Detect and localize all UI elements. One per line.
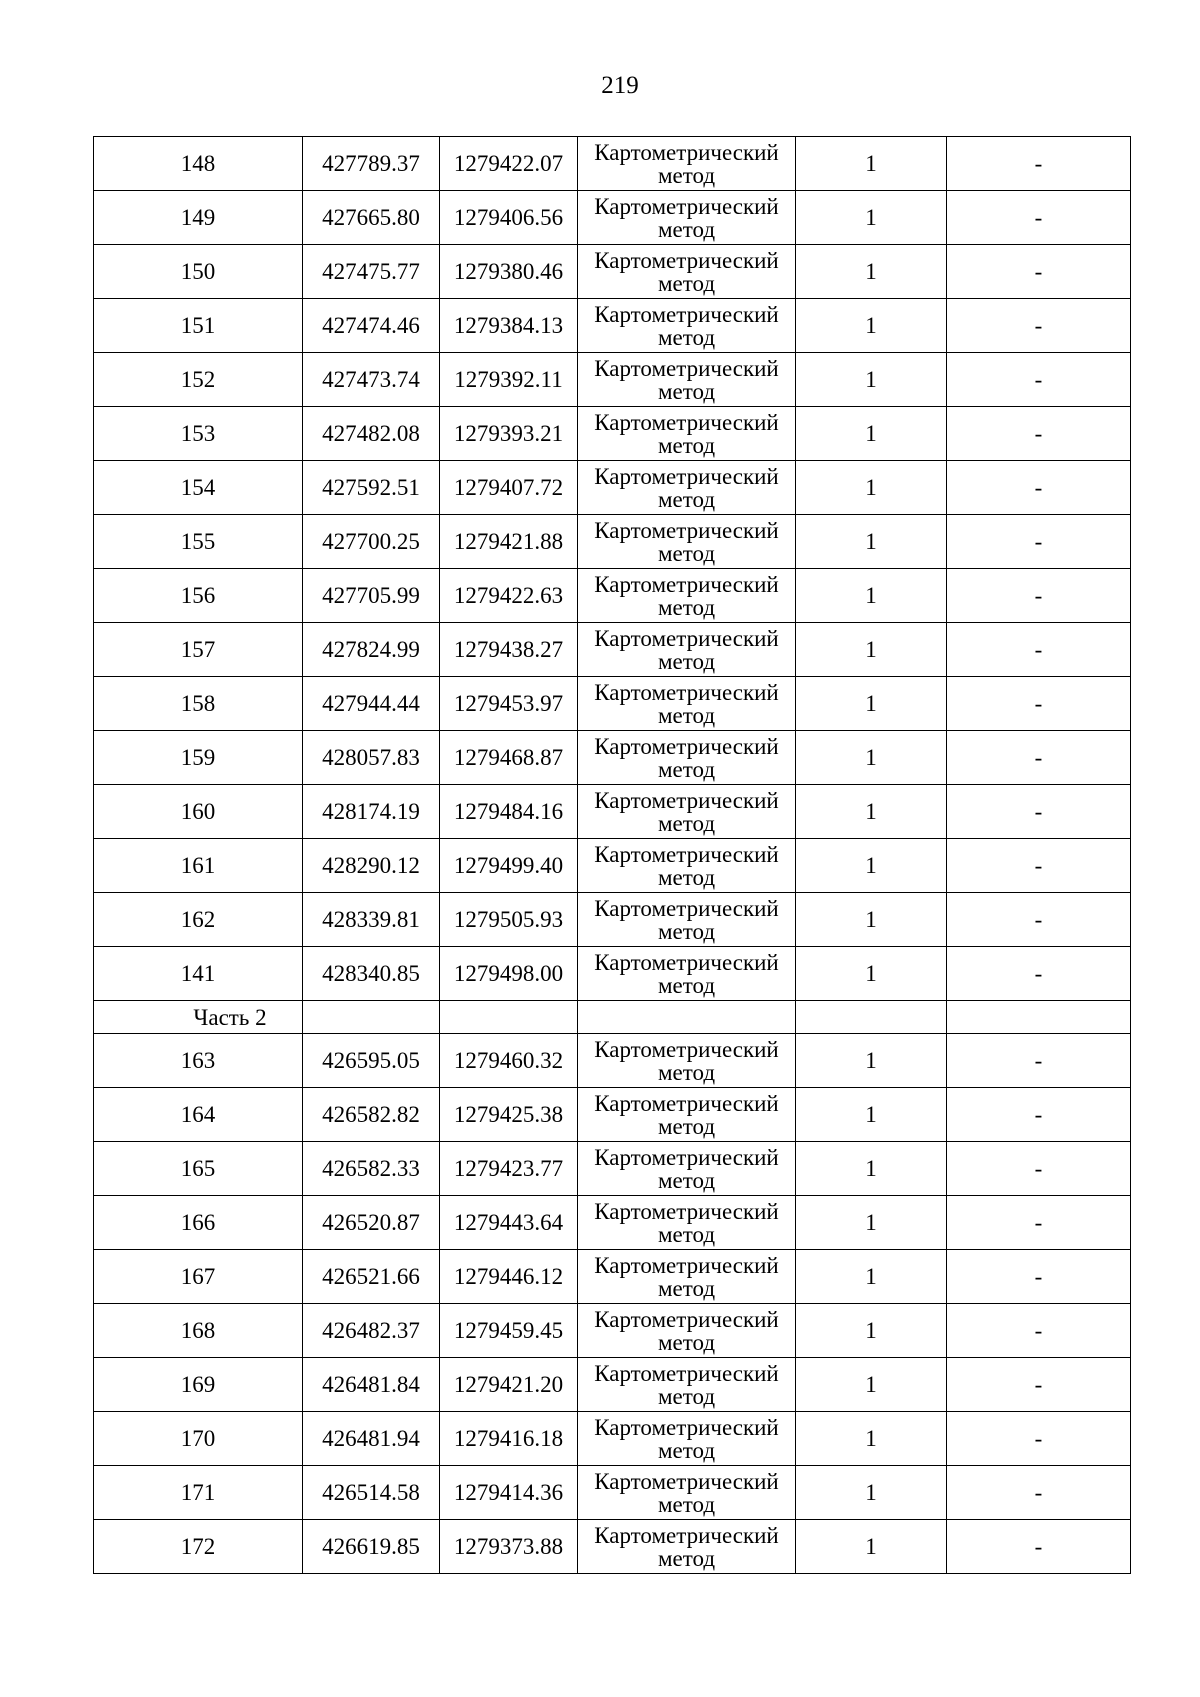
accuracy-cell: 1 bbox=[796, 1088, 947, 1142]
method-cell: Картометрический метод bbox=[578, 1520, 796, 1574]
point-number-cell: 168 bbox=[94, 1304, 303, 1358]
point-number-cell: 154 bbox=[94, 461, 303, 515]
point-number-cell: 159 bbox=[94, 731, 303, 785]
empty-cell bbox=[578, 1001, 796, 1034]
empty-cell bbox=[796, 1001, 947, 1034]
method-cell: Картометрический метод bbox=[578, 1466, 796, 1520]
table-row bbox=[94, 1412, 1131, 1466]
point-number-cell: 160 bbox=[94, 785, 303, 839]
table-row bbox=[94, 623, 1131, 677]
x-coordinate-cell: 426481.84 bbox=[303, 1358, 440, 1412]
x-coordinate-cell: 427474.46 bbox=[303, 299, 440, 353]
point-number-cell: 165 bbox=[94, 1142, 303, 1196]
method-cell: Картометрический метод bbox=[578, 515, 796, 569]
method-cell: Картометрический метод bbox=[578, 1412, 796, 1466]
point-number-cell: 170 bbox=[94, 1412, 303, 1466]
description-cell: - bbox=[947, 515, 1131, 569]
x-coordinate-cell: 426482.37 bbox=[303, 1304, 440, 1358]
accuracy-cell: 1 bbox=[796, 893, 947, 947]
description-cell: - bbox=[947, 1304, 1131, 1358]
section-label: Часть 2 bbox=[94, 1001, 303, 1034]
method-cell: Картометрический метод bbox=[578, 1196, 796, 1250]
method-cell: Картометрический метод bbox=[578, 1250, 796, 1304]
y-coordinate-cell: 1279380.46 bbox=[440, 245, 578, 299]
table-row bbox=[94, 1196, 1131, 1250]
accuracy-cell: 1 bbox=[796, 137, 947, 191]
x-coordinate-cell: 426520.87 bbox=[303, 1196, 440, 1250]
description-cell: - bbox=[947, 1034, 1131, 1088]
x-coordinate-cell: 428339.81 bbox=[303, 893, 440, 947]
accuracy-cell: 1 bbox=[796, 1466, 947, 1520]
y-coordinate-cell: 1279443.64 bbox=[440, 1196, 578, 1250]
y-coordinate-cell: 1279505.93 bbox=[440, 893, 578, 947]
method-cell: Картометрический метод bbox=[578, 1034, 796, 1088]
y-coordinate-cell: 1279373.88 bbox=[440, 1520, 578, 1574]
point-number-cell: 172 bbox=[94, 1520, 303, 1574]
point-number-cell: 161 bbox=[94, 839, 303, 893]
x-coordinate-cell: 427705.99 bbox=[303, 569, 440, 623]
y-coordinate-cell: 1279416.18 bbox=[440, 1412, 578, 1466]
y-coordinate-cell: 1279406.56 bbox=[440, 191, 578, 245]
table-row bbox=[94, 1034, 1131, 1088]
accuracy-cell: 1 bbox=[796, 623, 947, 677]
page-number: 219 bbox=[601, 72, 639, 99]
point-number-cell: 152 bbox=[94, 353, 303, 407]
y-coordinate-cell: 1279425.38 bbox=[440, 1088, 578, 1142]
accuracy-cell: 1 bbox=[796, 785, 947, 839]
section-row bbox=[94, 1001, 1131, 1034]
description-cell: - bbox=[947, 299, 1131, 353]
x-coordinate-cell: 427473.74 bbox=[303, 353, 440, 407]
y-coordinate-cell: 1279422.63 bbox=[440, 569, 578, 623]
x-coordinate-cell: 426595.05 bbox=[303, 1034, 440, 1088]
x-coordinate-cell: 426582.33 bbox=[303, 1142, 440, 1196]
description-cell: - bbox=[947, 677, 1131, 731]
accuracy-cell: 1 bbox=[796, 515, 947, 569]
point-number-cell: 153 bbox=[94, 407, 303, 461]
description-cell: - bbox=[947, 1250, 1131, 1304]
table-row bbox=[94, 947, 1131, 1001]
y-coordinate-cell: 1279438.27 bbox=[440, 623, 578, 677]
x-coordinate-cell: 427482.08 bbox=[303, 407, 440, 461]
description-cell: - bbox=[947, 1142, 1131, 1196]
table-row bbox=[94, 1520, 1131, 1574]
table-row bbox=[94, 785, 1131, 839]
accuracy-cell: 1 bbox=[796, 1304, 947, 1358]
point-number-cell: 151 bbox=[94, 299, 303, 353]
table-row bbox=[94, 893, 1131, 947]
x-coordinate-cell: 426514.58 bbox=[303, 1466, 440, 1520]
accuracy-cell: 1 bbox=[796, 191, 947, 245]
accuracy-cell: 1 bbox=[796, 1358, 947, 1412]
y-coordinate-cell: 1279393.21 bbox=[440, 407, 578, 461]
y-coordinate-cell: 1279407.72 bbox=[440, 461, 578, 515]
accuracy-cell: 1 bbox=[796, 461, 947, 515]
x-coordinate-cell: 427944.44 bbox=[303, 677, 440, 731]
accuracy-cell: 1 bbox=[796, 1196, 947, 1250]
table-row bbox=[94, 1358, 1131, 1412]
x-coordinate-cell: 427789.37 bbox=[303, 137, 440, 191]
y-coordinate-cell: 1279453.97 bbox=[440, 677, 578, 731]
point-number-cell: 158 bbox=[94, 677, 303, 731]
table-row bbox=[94, 137, 1131, 191]
point-number-cell: 150 bbox=[94, 245, 303, 299]
description-cell: - bbox=[947, 245, 1131, 299]
point-number-cell: 171 bbox=[94, 1466, 303, 1520]
method-cell: Картометрический метод bbox=[578, 353, 796, 407]
table-body bbox=[94, 137, 1131, 1574]
y-coordinate-cell: 1279421.20 bbox=[440, 1358, 578, 1412]
x-coordinate-cell: 428340.85 bbox=[303, 947, 440, 1001]
x-coordinate-cell: 426521.66 bbox=[303, 1250, 440, 1304]
empty-cell bbox=[947, 1001, 1131, 1034]
y-coordinate-cell: 1279422.07 bbox=[440, 137, 578, 191]
accuracy-cell: 1 bbox=[796, 569, 947, 623]
method-cell: Картометрический метод bbox=[578, 785, 796, 839]
table-row bbox=[94, 191, 1131, 245]
y-coordinate-cell: 1279459.45 bbox=[440, 1304, 578, 1358]
description-cell: - bbox=[947, 461, 1131, 515]
y-coordinate-cell: 1279499.40 bbox=[440, 839, 578, 893]
y-coordinate-cell: 1279460.32 bbox=[440, 1034, 578, 1088]
table-row bbox=[94, 461, 1131, 515]
table-row bbox=[94, 299, 1131, 353]
accuracy-cell: 1 bbox=[796, 299, 947, 353]
method-cell: Картометрический метод bbox=[578, 191, 796, 245]
x-coordinate-cell: 427700.25 bbox=[303, 515, 440, 569]
method-cell: Картометрический метод bbox=[578, 731, 796, 785]
description-cell: - bbox=[947, 893, 1131, 947]
method-cell: Картометрический метод bbox=[578, 407, 796, 461]
point-number-cell: 162 bbox=[94, 893, 303, 947]
description-cell: - bbox=[947, 353, 1131, 407]
x-coordinate-cell: 427665.80 bbox=[303, 191, 440, 245]
x-coordinate-cell: 428290.12 bbox=[303, 839, 440, 893]
description-cell: - bbox=[947, 623, 1131, 677]
table-row bbox=[94, 245, 1131, 299]
method-cell: Картометрический метод bbox=[578, 839, 796, 893]
table-row bbox=[94, 1142, 1131, 1196]
point-number-cell: 148 bbox=[94, 137, 303, 191]
point-number-cell: 141 bbox=[94, 947, 303, 1001]
description-cell: - bbox=[947, 839, 1131, 893]
method-cell: Картометрический метод bbox=[578, 677, 796, 731]
description-cell: - bbox=[947, 1196, 1131, 1250]
x-coordinate-cell: 427475.77 bbox=[303, 245, 440, 299]
table-row bbox=[94, 1466, 1131, 1520]
y-coordinate-cell: 1279423.77 bbox=[440, 1142, 578, 1196]
point-number-cell: 167 bbox=[94, 1250, 303, 1304]
point-number-cell: 164 bbox=[94, 1088, 303, 1142]
description-cell: - bbox=[947, 1088, 1131, 1142]
x-coordinate-cell: 427824.99 bbox=[303, 623, 440, 677]
accuracy-cell: 1 bbox=[796, 245, 947, 299]
table-row bbox=[94, 353, 1131, 407]
accuracy-cell: 1 bbox=[796, 1250, 947, 1304]
description-cell: - bbox=[947, 1412, 1131, 1466]
empty-cell bbox=[303, 1001, 440, 1034]
accuracy-cell: 1 bbox=[796, 839, 947, 893]
point-number-cell: 169 bbox=[94, 1358, 303, 1412]
point-number-cell: 155 bbox=[94, 515, 303, 569]
point-number-cell: 156 bbox=[94, 569, 303, 623]
description-cell: - bbox=[947, 1466, 1131, 1520]
accuracy-cell: 1 bbox=[796, 1412, 947, 1466]
y-coordinate-cell: 1279414.36 bbox=[440, 1466, 578, 1520]
x-coordinate-cell: 428174.19 bbox=[303, 785, 440, 839]
y-coordinate-cell: 1279392.11 bbox=[440, 353, 578, 407]
point-number-cell: 163 bbox=[94, 1034, 303, 1088]
x-coordinate-cell: 428057.83 bbox=[303, 731, 440, 785]
y-coordinate-cell: 1279446.12 bbox=[440, 1250, 578, 1304]
empty-cell bbox=[440, 1001, 578, 1034]
table-row bbox=[94, 731, 1131, 785]
description-cell: - bbox=[947, 137, 1131, 191]
y-coordinate-cell: 1279468.87 bbox=[440, 731, 578, 785]
accuracy-cell: 1 bbox=[796, 1034, 947, 1088]
method-cell: Картометрический метод bbox=[578, 1358, 796, 1412]
coordinates-table bbox=[93, 136, 1131, 1574]
point-number-cell: 157 bbox=[94, 623, 303, 677]
table-row bbox=[94, 407, 1131, 461]
table-row bbox=[94, 839, 1131, 893]
method-cell: Картометрический метод bbox=[578, 137, 796, 191]
description-cell: - bbox=[947, 1520, 1131, 1574]
x-coordinate-cell: 427592.51 bbox=[303, 461, 440, 515]
method-cell: Картометрический метод bbox=[578, 947, 796, 1001]
y-coordinate-cell: 1279421.88 bbox=[440, 515, 578, 569]
description-cell: - bbox=[947, 407, 1131, 461]
description-cell: - bbox=[947, 1358, 1131, 1412]
description-cell: - bbox=[947, 569, 1131, 623]
accuracy-cell: 1 bbox=[796, 407, 947, 461]
method-cell: Картометрический метод bbox=[578, 245, 796, 299]
method-cell: Картометрический метод bbox=[578, 569, 796, 623]
table-row bbox=[94, 677, 1131, 731]
accuracy-cell: 1 bbox=[796, 1142, 947, 1196]
method-cell: Картометрический метод bbox=[578, 461, 796, 515]
point-number-cell: 166 bbox=[94, 1196, 303, 1250]
method-cell: Картометрический метод bbox=[578, 623, 796, 677]
y-coordinate-cell: 1279484.16 bbox=[440, 785, 578, 839]
table-row bbox=[94, 515, 1131, 569]
y-coordinate-cell: 1279498.00 bbox=[440, 947, 578, 1001]
description-cell: - bbox=[947, 947, 1131, 1001]
x-coordinate-cell: 426619.85 bbox=[303, 1520, 440, 1574]
table-row bbox=[94, 1088, 1131, 1142]
method-cell: Картометрический метод bbox=[578, 1088, 796, 1142]
x-coordinate-cell: 426481.94 bbox=[303, 1412, 440, 1466]
accuracy-cell: 1 bbox=[796, 947, 947, 1001]
accuracy-cell: 1 bbox=[796, 731, 947, 785]
method-cell: Картометрический метод bbox=[578, 1142, 796, 1196]
y-coordinate-cell: 1279384.13 bbox=[440, 299, 578, 353]
point-number-cell: 149 bbox=[94, 191, 303, 245]
accuracy-cell: 1 bbox=[796, 1520, 947, 1574]
method-cell: Картометрический метод bbox=[578, 1304, 796, 1358]
accuracy-cell: 1 bbox=[796, 677, 947, 731]
method-cell: Картометрический метод bbox=[578, 893, 796, 947]
method-cell: Картометрический метод bbox=[578, 299, 796, 353]
description-cell: - bbox=[947, 731, 1131, 785]
table-row bbox=[94, 1304, 1131, 1358]
table-row bbox=[94, 1250, 1131, 1304]
accuracy-cell: 1 bbox=[796, 353, 947, 407]
table-row bbox=[94, 569, 1131, 623]
description-cell: - bbox=[947, 191, 1131, 245]
x-coordinate-cell: 426582.82 bbox=[303, 1088, 440, 1142]
description-cell: - bbox=[947, 785, 1131, 839]
